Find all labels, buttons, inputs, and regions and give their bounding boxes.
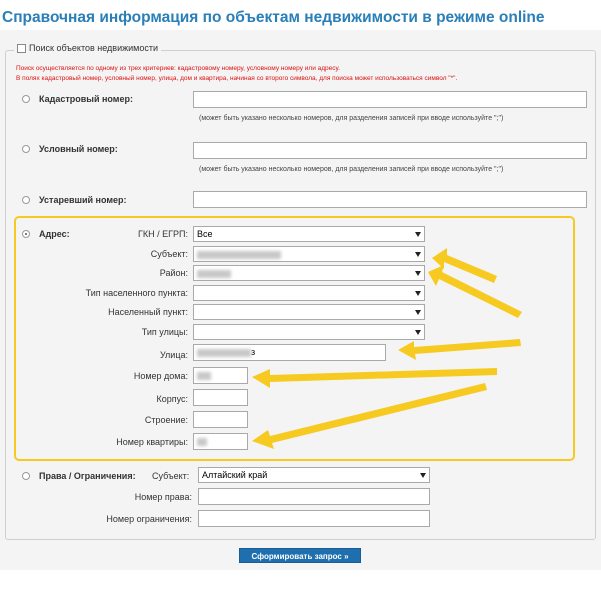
address-radio[interactable] (22, 230, 30, 238)
street-input[interactable] (193, 344, 386, 361)
redacted-value (197, 349, 251, 357)
cadastral-input[interactable] (193, 91, 587, 108)
chevron-down-icon (415, 310, 421, 315)
conditional-hint: (может быть указано несколько номеров, для разделения записей при вводе используйте ";") (199, 166, 504, 173)
redacted-value (197, 372, 211, 380)
search-note-2: В полях кадастровый номер, условный номер, улица, дом и квартира, начиная со второго символа, для поиска может использоваться символ "*". (16, 75, 458, 82)
street-label: Улица: (159, 350, 188, 360)
cadastral-hint: (может быть указано несколько номеров, для разделения записей при вводе используйте ";") (199, 115, 504, 122)
apartment-input[interactable] (193, 433, 248, 450)
gkn-label: ГКН / ЕГРП: (138, 229, 188, 239)
building-input[interactable] (193, 389, 248, 406)
settlement-type-select[interactable] (193, 285, 425, 301)
obsolete-radio[interactable] (22, 196, 30, 204)
chevron-down-icon (415, 252, 421, 257)
gkn-select[interactable] (193, 226, 425, 242)
chevron-down-icon (415, 271, 421, 276)
redacted-value (197, 270, 231, 278)
restriction-number-input[interactable] (198, 510, 430, 527)
right-number-label: Номер права: (134, 492, 192, 502)
conditional-radio[interactable] (22, 145, 30, 153)
address-label: Адрес: (39, 229, 70, 239)
apartment-label: Номер квартиры: (116, 437, 188, 447)
chevron-down-icon (415, 330, 421, 335)
street-input-suffix: з (251, 347, 256, 357)
settlement-select[interactable] (193, 304, 425, 320)
obsolete-input[interactable] (193, 191, 587, 208)
cadastral-radio[interactable] (22, 95, 30, 103)
redacted-value (197, 438, 207, 446)
redacted-value (197, 251, 281, 259)
district-label: Район: (159, 268, 188, 278)
restriction-number-label: Номер ограничения: (106, 514, 192, 524)
search-legend (14, 43, 161, 53)
rights-label: Права / Ограничения: (39, 471, 136, 481)
district-select[interactable] (193, 265, 425, 281)
right-number-input[interactable] (198, 488, 430, 505)
cadastral-label: Кадастровый номер: (39, 94, 133, 104)
chevron-down-icon (415, 291, 421, 296)
conditional-input[interactable] (193, 142, 587, 159)
street-type-label: Тип улицы: (141, 327, 188, 337)
structure-input[interactable] (193, 411, 248, 428)
subject-label: Субъект: (150, 249, 188, 259)
obsolete-label: Устаревший номер: (39, 195, 127, 205)
legend-label: Поиск объектов недвижимости (29, 43, 159, 53)
house-label: Номер дома: (133, 371, 188, 381)
conditional-label: Условный номер: (39, 144, 118, 154)
legend-checkbox[interactable] (17, 44, 26, 53)
rights-subject-value: Алтайский край (202, 470, 268, 480)
settlement-label: Населенный пункт: (108, 307, 188, 317)
street-type-select[interactable] (193, 324, 425, 340)
settlement-type-label: Тип населенного пункта: (85, 288, 188, 298)
rights-subject-select[interactable] (198, 467, 430, 483)
gkn-select-value: Все (197, 229, 213, 239)
chevron-down-icon (420, 473, 426, 478)
search-note-1: Поиск осуществляется по одному из трех критериев: кадастровому номеру, условному номеру или адресу. (16, 65, 340, 72)
chevron-down-icon (415, 232, 421, 237)
house-input[interactable] (193, 367, 248, 384)
structure-label: Строение: (144, 415, 188, 425)
rights-subject-label: Субъект: (152, 471, 190, 481)
building-label: Корпус: (156, 394, 188, 404)
page-title: Справочная информация по объектам недвижимости в режиме online (2, 9, 545, 26)
subject-select[interactable] (193, 246, 425, 262)
rights-radio[interactable] (22, 472, 30, 480)
submit-request-button[interactable]: Сформировать запрос » (239, 548, 361, 563)
